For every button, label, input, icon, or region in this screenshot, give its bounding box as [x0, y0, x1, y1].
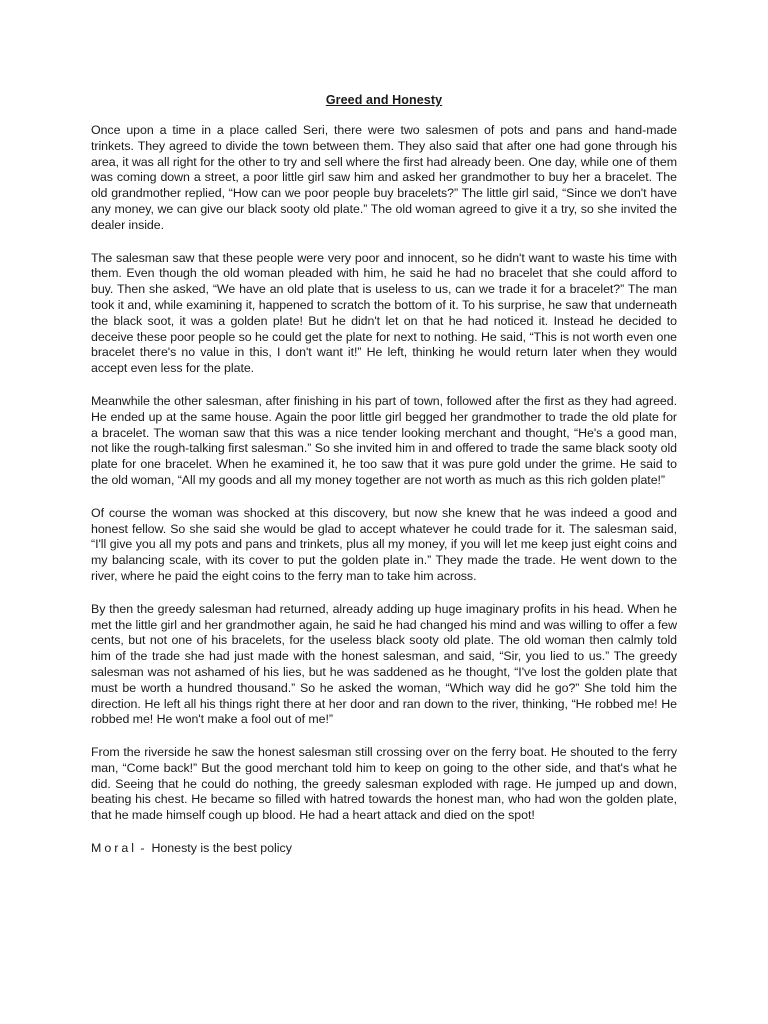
- moral-label: Moral: [91, 841, 137, 856]
- moral-separator: -: [136, 841, 148, 856]
- moral-line: [91, 841, 677, 857]
- story-body: [91, 123, 677, 857]
- moral-text: Honesty is the best policy: [148, 841, 292, 856]
- paragraph-3: Meanwhile the other salesman, after finishing in his part of town, followed after the first as they had agreed. He ended up at the same house. Again the poor little girl begged her grandmother to trade the old plate for a bracelet. The woman saw that this was a nice tender looking merchant and thought, “He's a good man, not like the rough-talking first salesman.” So she invited him in and offered to trade the same black sooty old plate for one bracelet. When he examined it, he too saw that it was pure gold under the grime. He said to the old woman, “All my goods and all my money together are not worth as much as this rich golden plate!”: [91, 393, 677, 487]
- paragraph-5: By then the greedy salesman had returned, already adding up huge imaginary profits in his head. When he met the little girl and her grandmother again, he said he had changed his mind and was willing to offer a few cents, but not one of his bracelets, for the useless black sooty old plate. The old woman then calmly told him of the trade she had just made with the honest salesman, and said, “Sir, you lied to us.” The greedy salesman was not ashamed of his lies, but he was saddened as he thought, “I've lost the golden plate that must be worth a hundred thousand.” So he asked the woman, “Which way did he go?” She told him the direction. He left all his things right there at her door and ran down to the river, thinking, “He robbed me! He robbed me! He won't make a fool out of me!”: [91, 601, 677, 727]
- paragraph-6: From the riverside he saw the honest salesman still crossing over on the ferry boat. He shouted to the ferry man, “Come back!” But the good merchant told him to keep on going to the other side, and that's what he did. Seeing that he could do nothing, the greedy salesman exploded with rage. He jumped up and down, beating his chest. He became so filled with hatred towards the honest man, who had won the golden plate, that he made himself cough up blood. He had a heart attack and died on the spot!: [91, 745, 677, 823]
- paragraph-2: The salesman saw that these people were very poor and innocent, so he didn't want to waste his time with them. Even though the old woman pleaded with him, he said he had no bracelet that she could afford to buy. Then she asked, “We have an old plate that is useless to us, can we trade it for a bracelet?” The man took it and, while examining it, happened to scratch the bottom of it. To his surprise, he saw that underneath the black soot, it was a golden plate! But he didn't let on that he had noticed it. Instead he decided to deceive these poor people so he could get the plate for next to nothing. He said, “This is not worth even one bracelet there's no value in this, I don't want it!” He left, thinking he would return later when they would accept even less for the plate.: [91, 250, 677, 376]
- document-title: Greed and Honesty: [325, 93, 443, 107]
- paragraph-1: Once upon a time in a place called Seri, there were two salesmen of pots and pans and hand-made trinkets. They agreed to divide the town between them. They also said that after one had gone through his area, it was all right for the other to try and sell where the first had already been. One day, while one of them was coming down a street, a poor little girl saw him and asked her grandmother to buy her a bracelet. The old grandmother replied, “How can we poor people buy bracelets?” The little girl said, “Since we don't have any money, we can give our black sooty old plate.” The old woman agreed to give it a try, so she invited the dealer inside.: [91, 123, 677, 232]
- paragraph-4: Of course the woman was shocked at this discovery, but now she knew that he was indeed a good and honest fellow. So she said she would be glad to accept whatever he could trade for it. The salesman said, “I'll give you all my pots and pans and trinkets, plus all my money, if you will let me keep just eight coins and my balancing scale, with its cover to put the golden plate in.” They made the trade. He went down to the river, where he paid the eight coins to the ferry man to take him across.: [91, 505, 677, 583]
